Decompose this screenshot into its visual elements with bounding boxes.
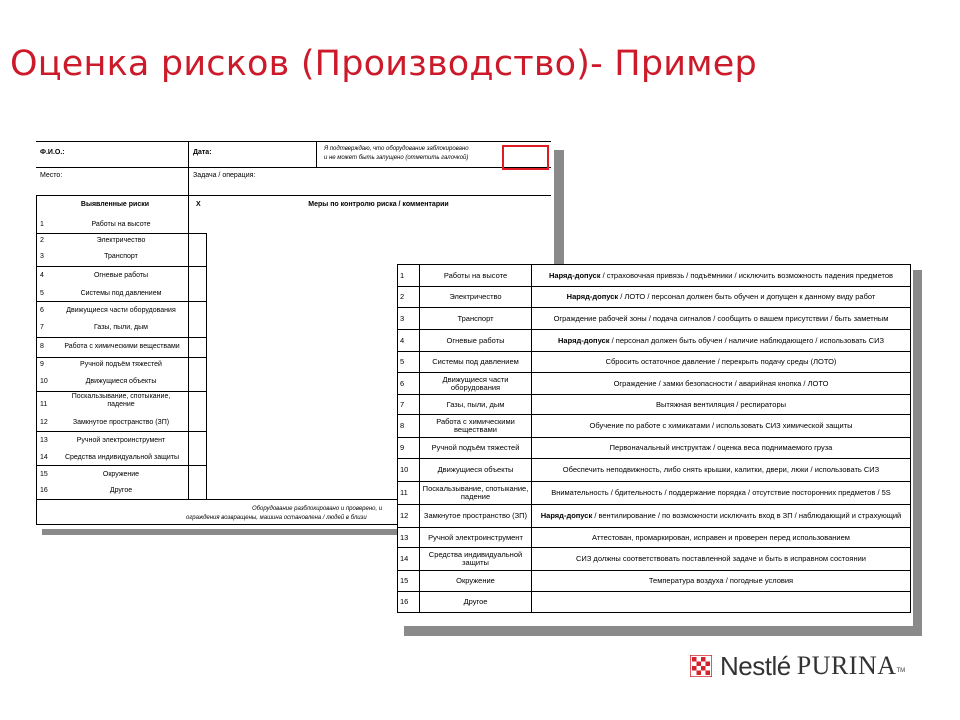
form-divider <box>36 337 206 338</box>
table-row <box>398 373 911 395</box>
risk-name: Работа с химическими веществами <box>420 415 532 438</box>
risk-name: Другое <box>420 592 532 613</box>
row-number: 10 <box>398 459 420 482</box>
row-num: 11 <box>40 401 48 408</box>
form-divider <box>36 195 551 196</box>
row-label: Транспорт <box>104 253 138 260</box>
control-measure: Ограждение / замки безопасности / аварийная кнопка / ЛОТО <box>532 373 911 395</box>
row-number: 5 <box>398 352 420 373</box>
footer-line-2: ограждения возвращены, машина остановлена / людей в близи <box>186 515 367 521</box>
row-num: 12 <box>40 419 48 426</box>
highlight-box <box>502 145 549 170</box>
measure-emphasis: Наряд-допуск <box>566 292 619 301</box>
table-row <box>398 459 911 482</box>
row-number: 11 <box>398 482 420 505</box>
risk-name: Системы под давлением <box>420 352 532 373</box>
form-divider <box>36 465 206 466</box>
row-number: 8 <box>398 415 420 438</box>
measures-table <box>397 264 911 613</box>
table-row <box>398 571 911 592</box>
form-divider <box>188 141 189 195</box>
row-num: 10 <box>40 378 48 385</box>
date-label: Дата: <box>193 149 212 156</box>
measure-emphasis: Наряд-допуск <box>558 335 610 345</box>
row-num: 2 <box>40 237 44 244</box>
table-row <box>398 287 911 308</box>
risk-name: Огневые работы <box>420 330 532 352</box>
table-row <box>398 548 911 571</box>
row-label: Работы на высоте <box>91 221 151 228</box>
row-number: 4 <box>398 330 420 352</box>
place-label: Место: <box>40 172 63 179</box>
row-num: 6 <box>40 307 44 314</box>
measures-header: Меры по контролю риска / комментарии <box>308 201 449 208</box>
measure-rest: / страховочная привязь / подъёмники / исключить возможность падения предметов <box>600 270 893 280</box>
control-measure: Первоначальный инструктаж / оценка веса поднимаемого груза <box>532 438 911 459</box>
row-number: 1 <box>398 265 420 287</box>
control-measure: Ограждение рабочей зоны / подача сигналов / сообщить о вашем присутствии / быть заметным <box>532 308 911 330</box>
risk-name: Замкнутое пространство (ЗП) <box>420 505 532 528</box>
table-row <box>398 330 911 352</box>
row-label: Работа с химическими веществами <box>64 343 180 350</box>
row-label: Огневые работы <box>93 272 149 279</box>
confirm-line-2: и не может быть запущено (отметить галочкой) <box>324 155 469 161</box>
control-measure: Вытяжная вентиляция / респираторы <box>532 395 911 415</box>
table-row <box>398 482 911 505</box>
table-row <box>398 528 911 548</box>
slide-title: Оценка рисков (Производство)- Пример <box>10 44 757 84</box>
form-divider <box>36 301 206 302</box>
risk-name: Электричество <box>420 287 532 308</box>
row-label: Системы под давлением <box>80 290 162 297</box>
row-label: Газы, пыли, дым <box>94 324 148 331</box>
row-number: 15 <box>398 571 420 592</box>
row-num: 13 <box>40 437 48 444</box>
risk-name: Ручной подъём тяжестей <box>420 438 532 459</box>
row-num: 9 <box>40 361 44 368</box>
form-divider <box>206 233 207 499</box>
row-label: Поскальзывание, спотыкание, падение <box>71 393 171 408</box>
footer-line-1: Оборудование разблокировано и проверено, и <box>252 506 383 512</box>
confirm-line-1: Я подтверждаю, что оборудование заблокировано <box>324 146 469 152</box>
task-label: Задача / операция: <box>193 172 256 179</box>
row-num: 3 <box>40 253 44 260</box>
risk-name: Средства индивидуальной защиты <box>420 548 532 571</box>
fio-label: Ф.И.О.: <box>40 149 65 156</box>
risk-name: Газы, пыли, дым <box>420 395 532 415</box>
row-number: 9 <box>398 438 420 459</box>
logo-brand-nestle: Nestlé <box>720 650 791 681</box>
nestle-purina-logo <box>690 652 905 680</box>
row-label: Электричество <box>96 237 146 244</box>
risk-name: Работы на высоте <box>420 265 532 287</box>
risk-measures-table <box>397 264 913 626</box>
table-row <box>398 415 911 438</box>
table-row <box>398 352 911 373</box>
control-measure: Аттестован, промаркирован, исправен и проверен перед использованием <box>532 528 911 548</box>
table-row <box>398 308 911 330</box>
control-measure: Внимательность / бдительность / поддержание порядка / отсутствие посторонних предметов / 5S <box>532 482 911 505</box>
table-row <box>398 395 911 415</box>
table-row <box>398 505 911 528</box>
form-divider <box>188 195 189 499</box>
row-num: 1 <box>40 221 44 228</box>
form-divider <box>36 357 206 358</box>
logo-brand-purina: PURINA <box>796 651 897 680</box>
measure-rest: / персонал должен быть обучен / наличие наблюдающего / использовать СИЗ <box>609 335 884 345</box>
row-num: 5 <box>40 290 44 297</box>
form-divider <box>36 167 551 168</box>
row-number: 7 <box>398 395 420 415</box>
row-num: 14 <box>40 454 48 461</box>
control-measure <box>532 287 911 308</box>
form-divider <box>316 141 317 167</box>
row-num: 8 <box>40 343 44 350</box>
control-measure: Обучение по работе с химикатами / использовать СИЗ химической защиты <box>532 415 911 438</box>
form-divider <box>36 195 37 524</box>
row-label: Ручной электроинструмент <box>76 437 166 444</box>
table-row <box>398 265 911 287</box>
row-num: 16 <box>40 487 48 494</box>
form-divider <box>36 266 206 267</box>
risk-name: Окружение <box>420 571 532 592</box>
control-measure <box>532 505 911 528</box>
control-measure: Обеспечить неподвижность, либо снять крышки, калитки, двери, люки / использовать СИЗ <box>532 459 911 482</box>
measure-emphasis: Наряд-допуск <box>548 270 601 280</box>
row-number: 13 <box>398 528 420 548</box>
row-number: 6 <box>398 373 420 395</box>
control-measure: Температура воздуха / погодные условия <box>532 571 911 592</box>
row-label: Средства индивидуальной защиты <box>64 454 180 461</box>
risk-name: Поскальзывание, спотыкание, падение <box>420 482 532 505</box>
control-measure <box>532 592 911 613</box>
risk-name: Движущиеся части оборудования <box>420 373 532 395</box>
risks-header: Выявленные риски <box>80 201 150 208</box>
control-measure <box>532 330 911 352</box>
purina-checkerboard-icon <box>690 655 712 677</box>
logo-trademark: TM <box>896 668 906 674</box>
form-divider <box>36 431 206 432</box>
control-measure: Сбросить остаточное давление / перекрыть подачу среды (ЛОТО) <box>532 352 911 373</box>
row-number: 2 <box>398 287 420 308</box>
row-label: Движущиеся части оборудования <box>66 307 176 314</box>
row-number: 3 <box>398 308 420 330</box>
row-label: Ручной подъём тяжестей <box>80 361 162 368</box>
table-row <box>398 438 911 459</box>
table-row <box>398 592 911 613</box>
form-border <box>36 141 551 142</box>
form-divider <box>36 391 206 392</box>
measure-rest: / вентилирование / по возможности исключить вход в ЗП / наблюдающий и страхующий <box>592 511 902 520</box>
row-label: Окружение <box>102 471 140 478</box>
row-label: Движущиеся объекты <box>85 378 157 385</box>
form-divider <box>36 233 206 234</box>
row-label: Замкнутое пространство (ЗП) <box>72 419 170 426</box>
row-label: Другое <box>109 487 133 494</box>
row-number: 12 <box>398 505 420 528</box>
x-header: X <box>196 201 201 208</box>
risk-name: Ручной электроинструмент <box>420 528 532 548</box>
control-measure <box>532 265 911 287</box>
risk-name: Транспорт <box>420 308 532 330</box>
row-number: 14 <box>398 548 420 571</box>
measure-emphasis: Наряд-допуск <box>540 511 593 520</box>
row-num: 4 <box>40 272 44 279</box>
row-number: 16 <box>398 592 420 613</box>
measure-rest: / ЛОТО / персонал должен быть обучен и допущен к данному виду работ <box>618 292 876 301</box>
control-measure: СИЗ должны соответствовать поставленной задаче и быть в исправном состоянии <box>532 548 911 571</box>
row-num: 15 <box>40 471 48 478</box>
row-num: 7 <box>40 324 44 331</box>
risk-name: Движущиеся объекты <box>420 459 532 482</box>
